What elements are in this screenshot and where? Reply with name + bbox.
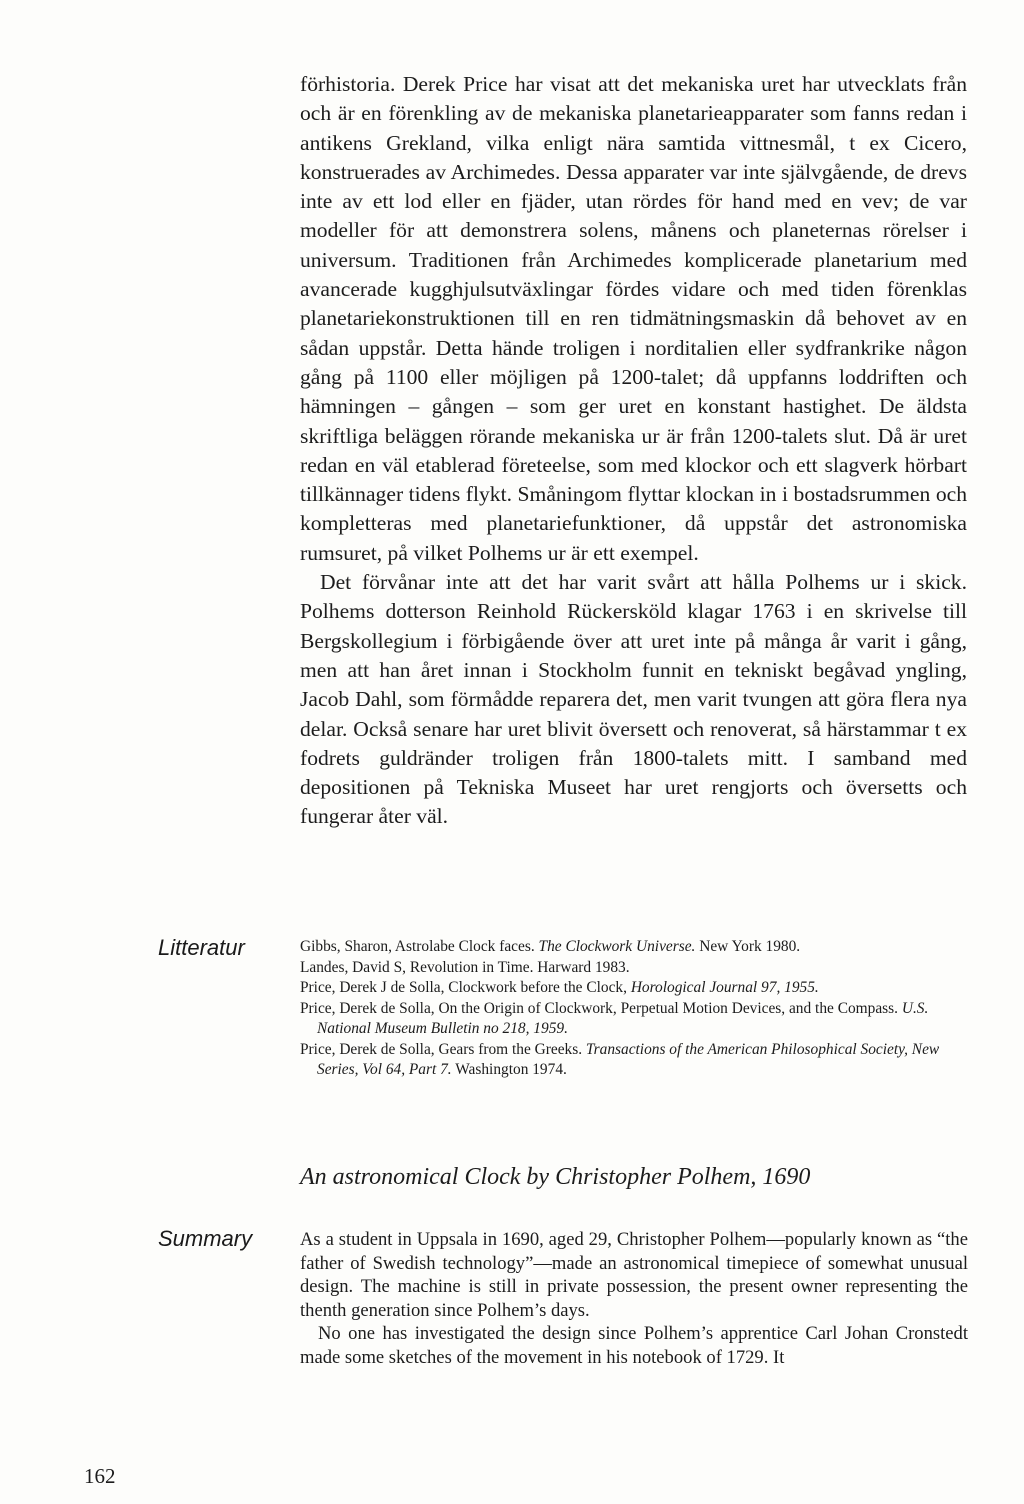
literature-entry (300, 999, 970, 1040)
body-paragraph: förhistoria. Derek Price har visat att det mekaniska uret har utvecklats från och är en förenkling av de mekaniska planetarieapparater som fanns redan i antikens Grekland, vilka enligt nära samtida vittnesmål, t ex Cicero, konstruerades av Archimedes. Dessa apparater var inte självgående, de drevs inte av ett lod eller en fjäder, utan rördes för hand med en vev; de var modeller för att demonstrera solens, månens och planeternas rörelser i universum. Traditionen från Archimedes komplicerade planetarium med avancerade kugghjulsutväxlingar fördes vidare och med tiden förenklas planetariekonstruktionen till en ren tidmätningsmaskin då behovet av en sådan uppstår. Detta hände troligen i norditalien eller sydfrankrike någon gång på 1100 eller möjligen på 1200-talet; då uppfanns loddriften och hämningen – gången – som ger uret en konstant hastighet. De äldsta skriftliga beläggen rörande mekaniska ur är från 1200-talets slut. Då är uret redan en väl etablerad företeelse, som med klockor och ett slagverk hörbart tillkännager tidens flykt. Småningom flyttar klockan in i bostadsrummen och kompletteras med planetariefunktioner, då uppstår det astronomiska rumsuret, på vilket Polhems ur är ett exempel. (300, 72, 967, 565)
entry-text: Price, Derek de Solla, Gears from the Greeks. (300, 1040, 586, 1058)
body-text (300, 70, 967, 832)
entry-text: Price, Derek J de Solla, Clockwork before the Clock, (300, 979, 631, 996)
body-paragraph: Det förvånar inte att det har varit svårt att hålla Polhems ur i skick. Polhems dotterson Reinhold Rückersköld klagar 1763 i en skrivelse till Bergskollegium i förbigående över att uret inte på många år varit i gång, men att han året innan i Stockholm funnit en tekniskt begåvad yngling, Jacob Dahl, som förmådde reparera det, men varit tvungen att göra flera nya delar. Också senare har uret blivit översett och renoverat, så härstammar t ex fodrets guldränder troligen från 1800-talets mitt. I samband med depositionen på Tekniska Museet har uret rengjorts och översetts och fungerar åter väl. (300, 570, 967, 829)
entry-text: New York 1980. (695, 938, 801, 955)
entry-text: Gibbs, Sharon, Astrolabe Clock faces. (300, 938, 539, 955)
literature-list (300, 937, 970, 1081)
summary-label: Summary (158, 1226, 253, 1251)
summary-paragraph: No one has investigated the design since Polhem’s apprentice Carl Johan Cronstedt made some sketches of the movement in his notebook of 1729. It (300, 1323, 968, 1368)
literature-entry (300, 978, 970, 999)
entry-text: Price, Derek de Solla, On the Origin of Clockwork, Perpetual Motion Devices, and the Compass. (300, 999, 902, 1017)
page-number: 162 (84, 1464, 116, 1488)
entry-italic: The Clockwork Universe. (538, 938, 696, 955)
literature-label: Litteratur (158, 935, 245, 960)
entry-italic: Horological Journal 97, 1955. (630, 979, 819, 996)
entry-italic: Transactions of the American Philosophical Society, New Series, Vol 64, Part 7. (317, 1040, 940, 1078)
summary-text (300, 1228, 968, 1369)
entry-text: Landes, David S, Revolution in Time. Harward 1983. (300, 958, 630, 976)
entry-text: Washington 1974. (451, 1061, 567, 1078)
literature-entry (300, 937, 970, 958)
summary-title: An astronomical Clock by Christopher Polhem, 1690 (300, 1164, 811, 1190)
summary-paragraph: As a student in Uppsala in 1690, aged 29, Christopher Polhem—popularly known as “the father of Swedish technology”—made an astronomical timepiece of somewhat unusual design. The machine is still in private possession, the present owner representing the thenth generation since Polhem’s days. (300, 1229, 968, 1321)
entry-italic: U.S. National Museum Bulletin no 218, 1959. (317, 999, 929, 1037)
literature-entry (300, 958, 970, 979)
literature-entry (300, 1040, 970, 1081)
